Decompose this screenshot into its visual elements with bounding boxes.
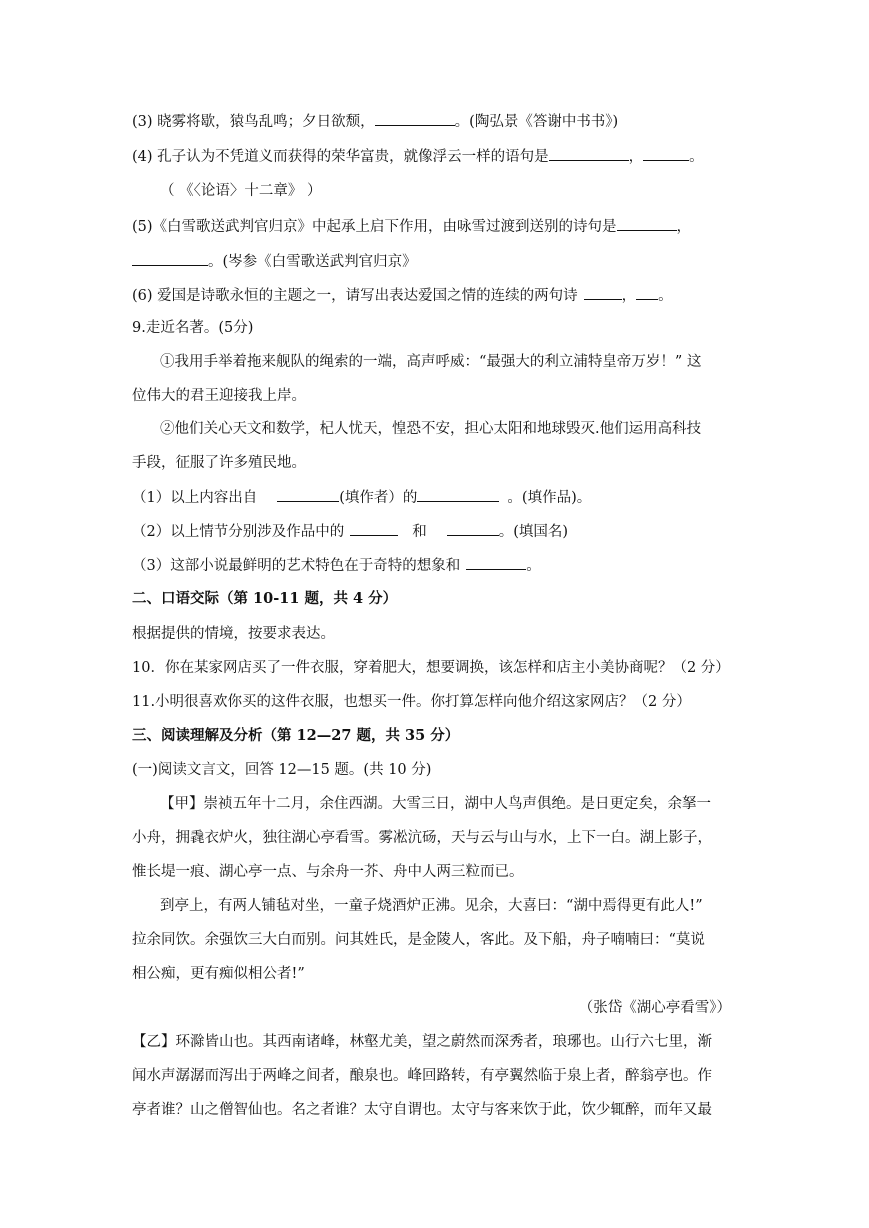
answer-blank[interactable] — [447, 521, 499, 536]
answer-blank[interactable] — [375, 111, 455, 126]
comma: ， — [621, 288, 637, 304]
answer-blank[interactable] — [636, 285, 658, 300]
q8-3-line — [132, 111, 618, 132]
yi-line-1: 【乙】环滁皆山也。其西南诸峰，林壑尤美，望之蔚然而深秀者，琅琊也。山行六七里，渐 — [132, 1034, 712, 1050]
yi-line-2: 闻水声潺潺而泻出于两峰之间者，酿泉也。峰回路转，有亭翼然临于泉上者，醉翁亭也。作 — [132, 1068, 712, 1084]
q8-4-text: (4) 孔子认为不凭道义而获得的荣华富贵，就像浮云一样的语句是 — [132, 149, 549, 165]
answer-blank[interactable] — [132, 251, 208, 266]
section-2-intro: 根据提供的情境，按要求表达。 — [132, 626, 335, 642]
q9-2-text: （2）以上情节分别涉及作品中的 — [132, 524, 345, 540]
answer-blank[interactable] — [466, 555, 526, 570]
period: 。 — [658, 288, 673, 304]
section-3-part-1: (一)阅读文言文，回答 12—15 题。(共 10 分) — [132, 762, 432, 778]
q9-passage-2b: 手段，征服了许多殖民地。 — [132, 455, 306, 471]
jia-line-5: 拉余同饮。余强饮三大白而别。问其姓氏，是金陵人，客此。及下船，舟子喃喃曰：“莫说 — [132, 932, 705, 948]
jia-source: （张岱《湖心亭看雪》） — [578, 1000, 731, 1016]
q9-passage-1b: 位伟大的君王迎接我上岸。 — [132, 388, 306, 404]
q11: 11.小明很喜欢你买的这件衣服，也想买一件。你打算怎样向他介绍这家网店？（2 分） — [132, 694, 691, 710]
comma: ， — [676, 219, 692, 235]
answer-blank[interactable] — [350, 521, 398, 536]
q9-1-text: （1）以上内容出自 — [132, 490, 258, 506]
q9-2-and: 和 — [412, 524, 427, 540]
section-2-title: 二、口语交际（第 10-11 题，共 4 分） — [132, 590, 398, 607]
q9-title: 9.走近名著。(5分) — [132, 320, 254, 336]
q9-3-text: （3）这部小说最鲜明的艺术特色在于奇特的想象和 — [132, 558, 461, 574]
q9-3-line — [132, 555, 541, 576]
q9-1-end: 。(填作品)。 — [507, 490, 592, 506]
q9-2-end: 。(填国名) — [498, 524, 569, 540]
q8-5-line — [132, 216, 691, 237]
q8-6-line — [132, 285, 673, 306]
q8-5b-line — [132, 251, 417, 272]
yi-line-3: 亭者谁？山之僧智仙也。名之者谁？太守自谓也。太守与客来饮于此，饮少辄醉，而年又最 — [132, 1102, 712, 1118]
q9-passage-2a: ②他们关心天文和数学，杞人忧天，惶恐不安，担心太阳和地球毁灭.他们运用高科技 — [160, 421, 702, 437]
q10: 10．你在某家网店买了一件衣服，穿着肥大，想要调换，该怎样和店主小美协商呢？（2 分） — [132, 660, 730, 676]
comma: ， — [628, 149, 644, 165]
q8-4-source: （ 《〈论语〉十二章》 ） — [160, 183, 322, 199]
jia-line-2: 小舟，拥毳衣炉火，独往湖心亭看雪。雾凇沆砀，天与云与山与水，上下一白。湖上影子， — [132, 830, 712, 846]
q8-3-source: 。(陶弘景《答谢中书书》) — [454, 114, 619, 130]
answer-blank[interactable] — [617, 216, 677, 231]
period: 。 — [689, 149, 704, 165]
q9-passage-1a: ①我用手举着拖来舰队的绳索的一端，高声呼威：“最强大的利立浦特皇帝万岁！” 这 — [160, 354, 702, 370]
period: 。 — [526, 558, 541, 574]
jia-line-6: 相公痴，更有痴似相公者!” — [132, 966, 305, 982]
q9-1-line — [132, 487, 591, 508]
jia-line-1: 【甲】崇祯五年十二月，余住西湖。大雪三日，湖中人鸟声俱绝。是日更定矣，余拏一 — [160, 796, 711, 812]
q8-3-text: (3) 晓雾将歇，猿鸟乱鸣；夕日欲颓， — [132, 114, 375, 130]
answer-blank[interactable] — [417, 487, 499, 502]
q8-6-text: (6) 爱国是诗歌永恒的主题之一，请写出表达爱国之情的连续的两句诗 — [132, 288, 578, 304]
jia-line-4: 到亭上，有两人铺毡对坐，一童子烧酒炉正沸。见余，大喜曰：“湖中焉得更有此人!” — [160, 898, 703, 914]
section-3-title: 三、阅读理解及分析（第 12—27 题，共 35 分） — [132, 727, 460, 744]
jia-line-3: 惟长堤一痕、湖心亭一点、与余舟一芥、舟中人两三粒而已。 — [132, 864, 524, 880]
q8-4-line — [132, 146, 704, 167]
answer-blank[interactable] — [277, 487, 339, 502]
q8-5-source: 。(岑参《白雪歌送武判官归京》 — [208, 254, 417, 270]
q9-2-line — [132, 521, 568, 542]
answer-blank[interactable] — [643, 146, 689, 161]
answer-blank[interactable] — [549, 146, 629, 161]
q9-1-mid: (填作者）的 — [339, 490, 418, 506]
answer-blank[interactable] — [584, 285, 622, 300]
q8-5-text: (5)《白雪歌送武判官归京》中起承上启下作用，由咏雪过渡到送别的诗句是 — [132, 219, 617, 235]
